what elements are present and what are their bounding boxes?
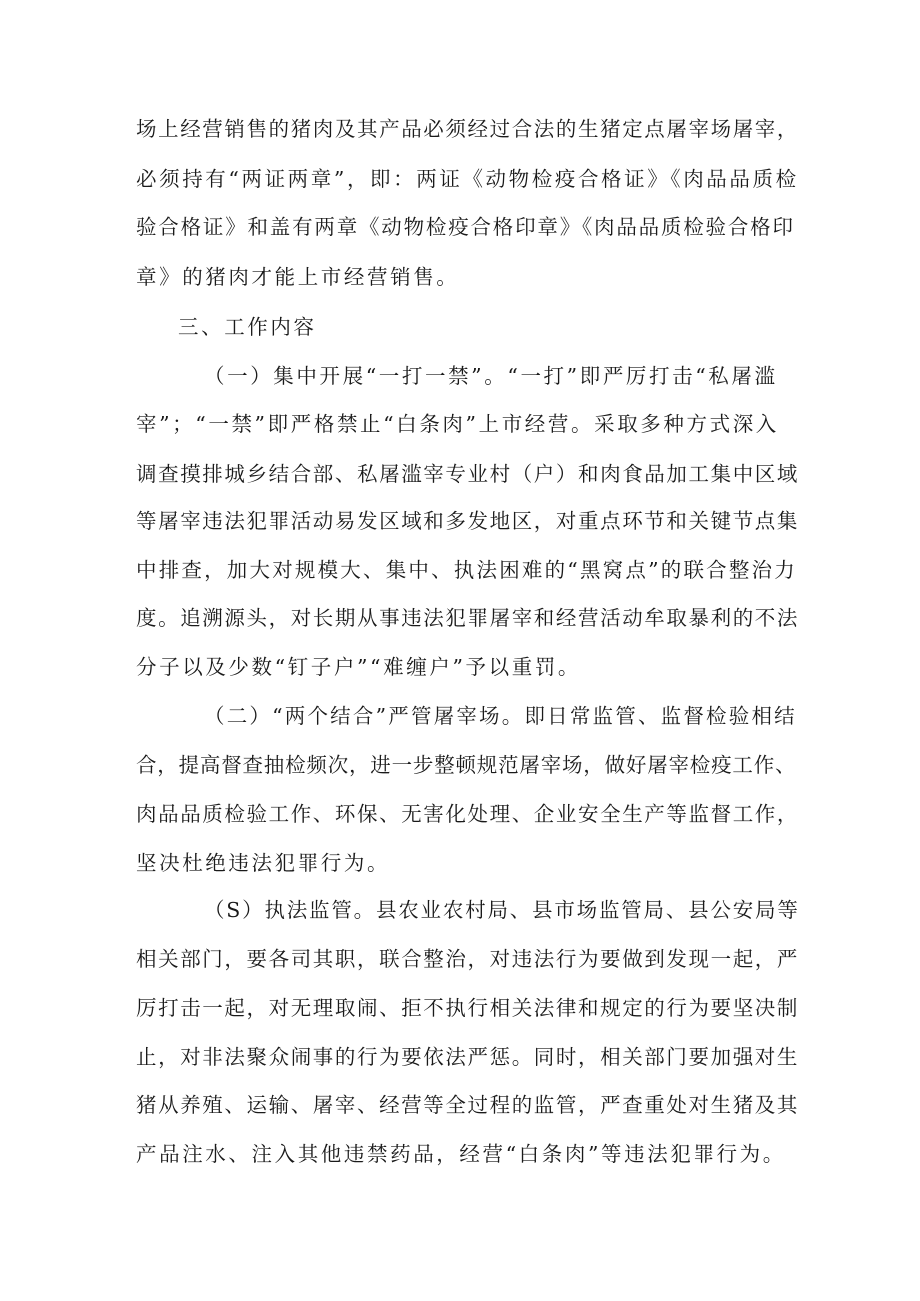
body-text-line: 中排查，加大对规模大、集中、执法困难的“黑窝点”的联合整治力 [136, 558, 797, 582]
body-text-line: 止，对非法聚众闹事的行为要依法严惩。同时，相关部门要加强对生 [136, 1045, 799, 1069]
body-text-line: 验合格证》和盖有两章《动物检疫合格印章》《肉品品质检验合格印 [136, 215, 795, 239]
body-text-line: 相关部门，要各司其职，联合整治，对违法行为要做到发现一起，严 [136, 947, 799, 971]
body-text-line: 分子以及少数“钉子户”“难缠户”予以重罚。 [136, 655, 582, 679]
paragraph-first-line: （S）执法监管。县农业农村局、县市场监管局、县公安局等 [204, 898, 800, 922]
body-text-line: 调查摸排城乡结合部、私屠滥宰专业村（户）和肉食品加工集中区域 [136, 462, 799, 486]
body-text-line: 等屠宰违法犯罪活动易发区域和多发地区，对重点环节和关键节点集 [136, 509, 799, 533]
body-text-line: 章》的猪肉才能上市经营销售。 [136, 265, 460, 289]
body-text-line: 坚决杜绝违法犯罪行为。 [136, 851, 391, 875]
paragraph-first-line: （二）“两个结合”严管屠宰场。即日常监管、监督检验相结 [204, 704, 797, 728]
body-text-line: 产品注水、注入其他违禁药品，经营“白条肉”等违法犯罪行为。 [136, 1142, 786, 1166]
body-text-line: 肉品品质检验工作、环保、无害化处理、企业安全生产等监督工作， [136, 802, 799, 826]
body-text-line: 合，提高督查抽检频次，进一步整顿规范屠宰场，做好屠宰检疫工作、 [136, 753, 797, 777]
body-text-line: 厉打击一起，对无理取闹、拒不执行相关法律和规定的行为要坚决制 [136, 996, 799, 1020]
body-text-line: 度。追溯源头，对长期从事违法犯罪屠宰和经营活动牟取暴利的不法 [136, 606, 799, 630]
paragraph-first-line: （一）集中开展“一打一禁”。“一打”即严厉打击“私屠滥 [204, 364, 778, 388]
body-text-line: 宰”；“一禁”即严格禁止“白条肉”上市经营。采取多种方式深入 [136, 412, 779, 436]
body-text-line: 猪从养殖、运输、屠宰、经营等全过程的监管，严查重处对生猪及其 [136, 1093, 799, 1117]
body-text-line: 场上经营销售的猪肉及其产品必须经过合法的生猪定点屠宰场屠宰， [136, 117, 799, 141]
body-text-line: 必须持有“两证两章”，即：两证《动物检疫合格证》《肉品品质检 [136, 167, 799, 191]
section-heading: 三、工作内容 [178, 315, 317, 339]
